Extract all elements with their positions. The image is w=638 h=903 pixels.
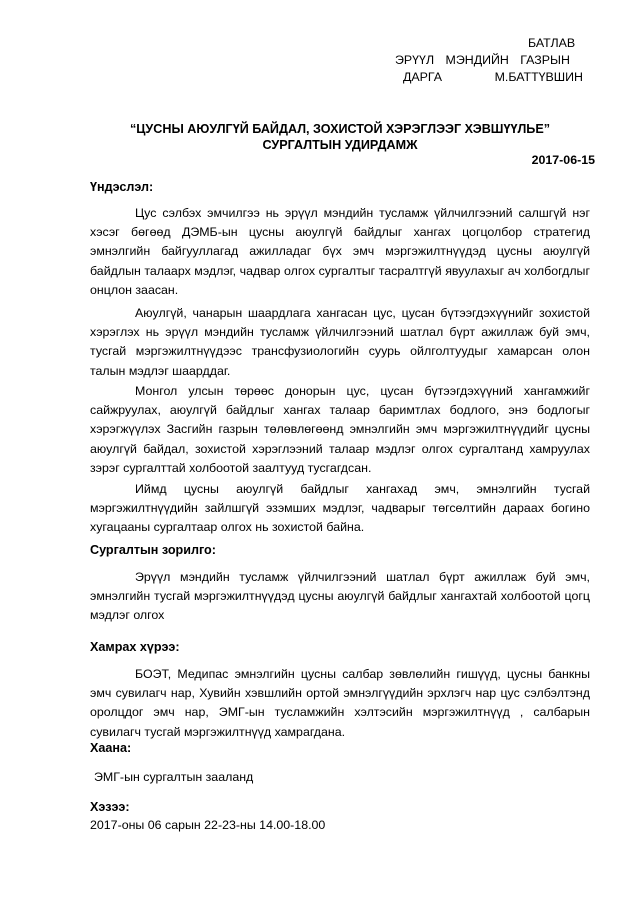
section-heading-scope: Хамрах хүрээ: xyxy=(90,640,180,654)
section-heading-goal: Сургалтын зорилго: xyxy=(90,543,216,557)
approval-org: ЭРҮҮЛ МЭНДИЙН ГАЗРЫН xyxy=(395,53,570,67)
section-heading-basis: Үндэслэл: xyxy=(90,180,154,194)
section-heading-when: Хэзээ: xyxy=(90,800,130,814)
goal-paragraph xyxy=(90,568,590,626)
paragraph-text: Цус сэлбэх эмчилгээ нь эрүүл мэндийн тусламж үйлчилгээний салшгүй нэг хэсэг бөгөөд ДЭМБ-ын цусны аюулгүй байдлыг хангах цогцолбор стратегид эмнэлгийн байгууллагад ажилладаг бүх эмч мэргэжилтнүүдэд цусны аюулгүй байдлын талаарх мэдлэг, чадвар олгох сургалтыг тасралтгүй явуулахыг ач холбогдлыг онцлон заасан. xyxy=(90,206,590,297)
approval-signer-row xyxy=(395,69,595,86)
document-title: “ЦУСНЫ АЮУЛГҮЙ БАЙДАЛ, ЗОХИСТОЙ ХЭРЭГЛЭЭГ ХЭВШҮҮЛЬЕ” xyxy=(129,122,551,136)
approval-position: ДАРГА xyxy=(403,70,443,84)
approval-block xyxy=(395,35,595,86)
basis-paragraph-2 xyxy=(90,304,590,381)
basis-paragraph-4 xyxy=(90,480,590,538)
where-value: ЭМГ-ын сургалтын зааланд xyxy=(94,770,254,784)
document-subtitle: СУРГАЛТЫН УДИРДАМЖ xyxy=(262,138,418,152)
scope-paragraph xyxy=(90,665,590,742)
approval-name: М.БАТТҮВШИН xyxy=(494,70,583,84)
basis-paragraph-1 xyxy=(90,204,590,300)
paragraph-text: БОЭТ, Медипас эмнэлгийн цусны салбар зөвлөлийн гишүүд, цусны банкны эмч сувилагч нар, Хувийн хэвшлийн ортой эмнэлгүүдийн эрхлэгч нар цус сэлбэлтэнд оролцдог эмч нар, ЭМГ-ын тусламжийн хэлтэсийн мэргэжилтнүүд , салбарын сувилагч тусгай мэргэжилтнүүд хамрагдана. xyxy=(90,667,590,739)
basis-paragraph-3 xyxy=(90,382,590,478)
approval-word: БАТЛАВ xyxy=(528,36,576,50)
paragraph-text: Монгол улсын төрөөс донорын цус, цусан бүтээгдэхүүний хангамжийг сайжруулах, аюулгүй байдлыг хангах талаар баримтлах бодлого, энэ бодлогыг хэрэгжүүлэх Засгийн газрын төлөвлөгөөнд эмнэлгийн эмч мэргэжилтнүүдийг цусны аюулгүй байдал, зохистой хэрэглээний талаар мэдлэг олгох сургалтанд хамруулах зэрэг сургалттай холбоотой заалтууд тусгагдсан. xyxy=(90,384,590,475)
document-date: 2017-06-15 xyxy=(531,153,595,167)
when-value: 2017-оны 06 сарын 22-23-ны 14.00-18.00 xyxy=(90,818,326,832)
paragraph-text: Иймд цусны аюулгүй байдлыг хангахад эмч, эмнэлгийн тусгай мэргэжилтнүүдийн зайлшгүй эзэмших мэдлэг, чадварыг төгсөлтийн дараах богино хугацааны сургалтаар олгох нь зохистой байна. xyxy=(90,482,590,535)
paragraph-text: Эрүүл мэндийн тусламж үйлчилгээний шатлал бүрт ажиллаж буй эмч, эмнэлгийн тусгай мэргэжилтнүүдэд цусны аюулгүй байдлыг хангахтай холбоотой цогц мэдлэг олгох xyxy=(90,570,590,623)
paragraph-text: Аюулгүй, чанарын шаардлага хангасан цус, цусан бүтээгдэхүүнийг зохистой хэрэглэх нь эрүүл мэндийн тусламж үйлчилгээний шатлал бүрт ажиллаж буй эмч, тусгай мэргэжилтнүүдээс трансфузиологийн суурь ойлголтуудыг хамарсан олон талын мэдлэг шаарддаг. xyxy=(90,306,590,378)
section-heading-where: Хаана: xyxy=(90,741,132,755)
